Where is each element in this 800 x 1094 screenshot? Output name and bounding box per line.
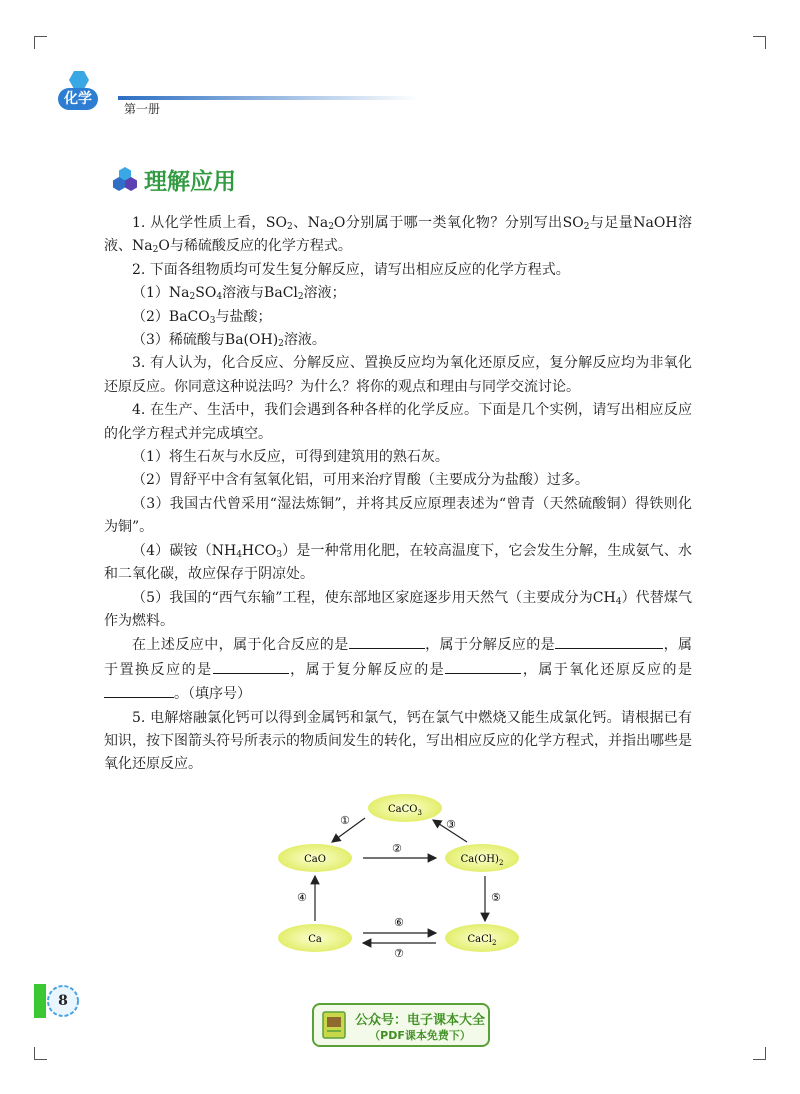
page-number: 8	[58, 993, 68, 1009]
header-rule	[118, 96, 418, 100]
stamp-line-1: 公众号：电子课本大全	[354, 1013, 485, 1028]
page-number-badge	[46, 984, 80, 1018]
answer-blank[interactable]	[104, 682, 174, 698]
arrow-label-4: ④	[297, 891, 307, 904]
label-cacl2: CaCl$_2$	[467, 934, 497, 947]
cubes-icon	[112, 166, 138, 192]
question-1: 1. 从化学性质上看，$SO_2$、$Na_2O$分别属于哪一类氧化物？分别写出$SO_2$与足量NaOH溶液、$Na_2O$与稀硫酸反应的化学方程式。	[104, 215, 692, 256]
stamp-line-2: （PDF课本免费下）	[369, 1029, 471, 1042]
arrow-label-6: ⑥	[394, 916, 404, 929]
answer-blank[interactable]	[445, 658, 521, 674]
crop-mark-bottom-right	[753, 1047, 766, 1060]
calcium-conversion-diagram	[270, 790, 540, 970]
answer-blank[interactable]	[349, 633, 425, 649]
arrow-label-5: ⑤	[491, 891, 501, 904]
section-heading	[112, 162, 236, 196]
book-logo-icon	[319, 1009, 351, 1041]
watermark-stamp	[312, 1003, 490, 1047]
crop-mark-top-right	[753, 36, 766, 49]
arrow-label-3: ③	[446, 818, 456, 831]
book-label: 第一册	[124, 102, 161, 116]
answer-blank[interactable]	[555, 633, 663, 649]
crop-mark-bottom-left	[34, 1047, 47, 1060]
question-4-item-1: （1）将生石灰与水反应，可得到建筑用的熟石灰。	[132, 449, 449, 466]
question-4: 4. 在生产、生活中，我们会遇到各种各样的化学反应。下面是几个实例，请写出相应反应的化学方程式并完成填空。	[104, 402, 692, 442]
answer-blank[interactable]	[213, 658, 289, 674]
question-2-item-3: （3）稀硫酸与$Ba(OH)_2$溶液。	[132, 332, 326, 350]
question-4-item-3: （3）我国古代曾采用“湿法炼铜”，并将其反应原理表述为“曾青（天然硫酸铜）得铁则化为铜”。	[104, 495, 692, 536]
question-4-item-5: （5）我国的“西气东输”工程，使东部地区家庭逐步用天然气（主要成分为$CH_4$）代替煤气作为燃料。	[104, 589, 692, 629]
question-4-fill-in: 在上述反应中，属于化合反应的是 ，属于分解反应的是 ，属于置换反应的是 ，属于复分解反应的是 ，属于氧化还原反应的是。（填序号）	[104, 633, 692, 706]
question-2: 2. 下面各组物质均可发生复分解反应，请写出相应反应的化学方程式。	[132, 261, 570, 278]
label-caoh2: $Ca(OH)_2$	[460, 854, 504, 867]
question-2-item-1: $(1)Na_2SO_4$溶液与BaCl$_2$溶液；	[132, 285, 346, 303]
label-ca: Ca	[308, 934, 322, 945]
section-title: 理解应用	[144, 168, 236, 195]
arrow-label-7: ⑦	[394, 947, 404, 960]
exercise-list	[104, 212, 692, 777]
arrow-label-2: ②	[392, 842, 402, 855]
hexagon-icon	[68, 70, 90, 90]
page-tab	[34, 984, 46, 1018]
running-header	[58, 70, 398, 118]
question-2-item-2: （2）BaCO$_3$与盐酸；	[132, 308, 272, 326]
label-cao: CaO	[304, 854, 326, 865]
question-4-item-4: （4）碳铵$(NH_4HCO_3)$是一种常用化肥，在较高温度下，它会发生分解，生成氨气、水和二氧化碳，故应保存于阴凉处。	[104, 542, 692, 583]
subject-badge: 化学	[58, 88, 98, 110]
crop-mark-top-left	[34, 36, 47, 49]
arrow-label-1: ①	[340, 814, 350, 827]
question-4-item-2: （2）胃舒平中含有氢氧化铝，可用来治疗胃酸（主要成分为盐酸）过多。	[132, 472, 589, 489]
label-caco3: CaCO$_3$	[388, 804, 422, 817]
question-5: 5. 电解熔融氯化钙可以得到金属钙和氯气，钙在氯气中燃烧又能生成氯化钙。请根据已有知识，按下图箭头符号所表示的物质间发生的转化，写出相应反应的化学方程式，并指出哪些是氧化还原反应。	[104, 709, 692, 773]
question-3: 3. 有人认为，化合反应、分解反应、置换反应均为氧化还原反应，复分解反应均为非氧化还原反应。你同意这种说法吗？为什么？将你的观点和理由与同学交流讨论。	[104, 355, 692, 395]
